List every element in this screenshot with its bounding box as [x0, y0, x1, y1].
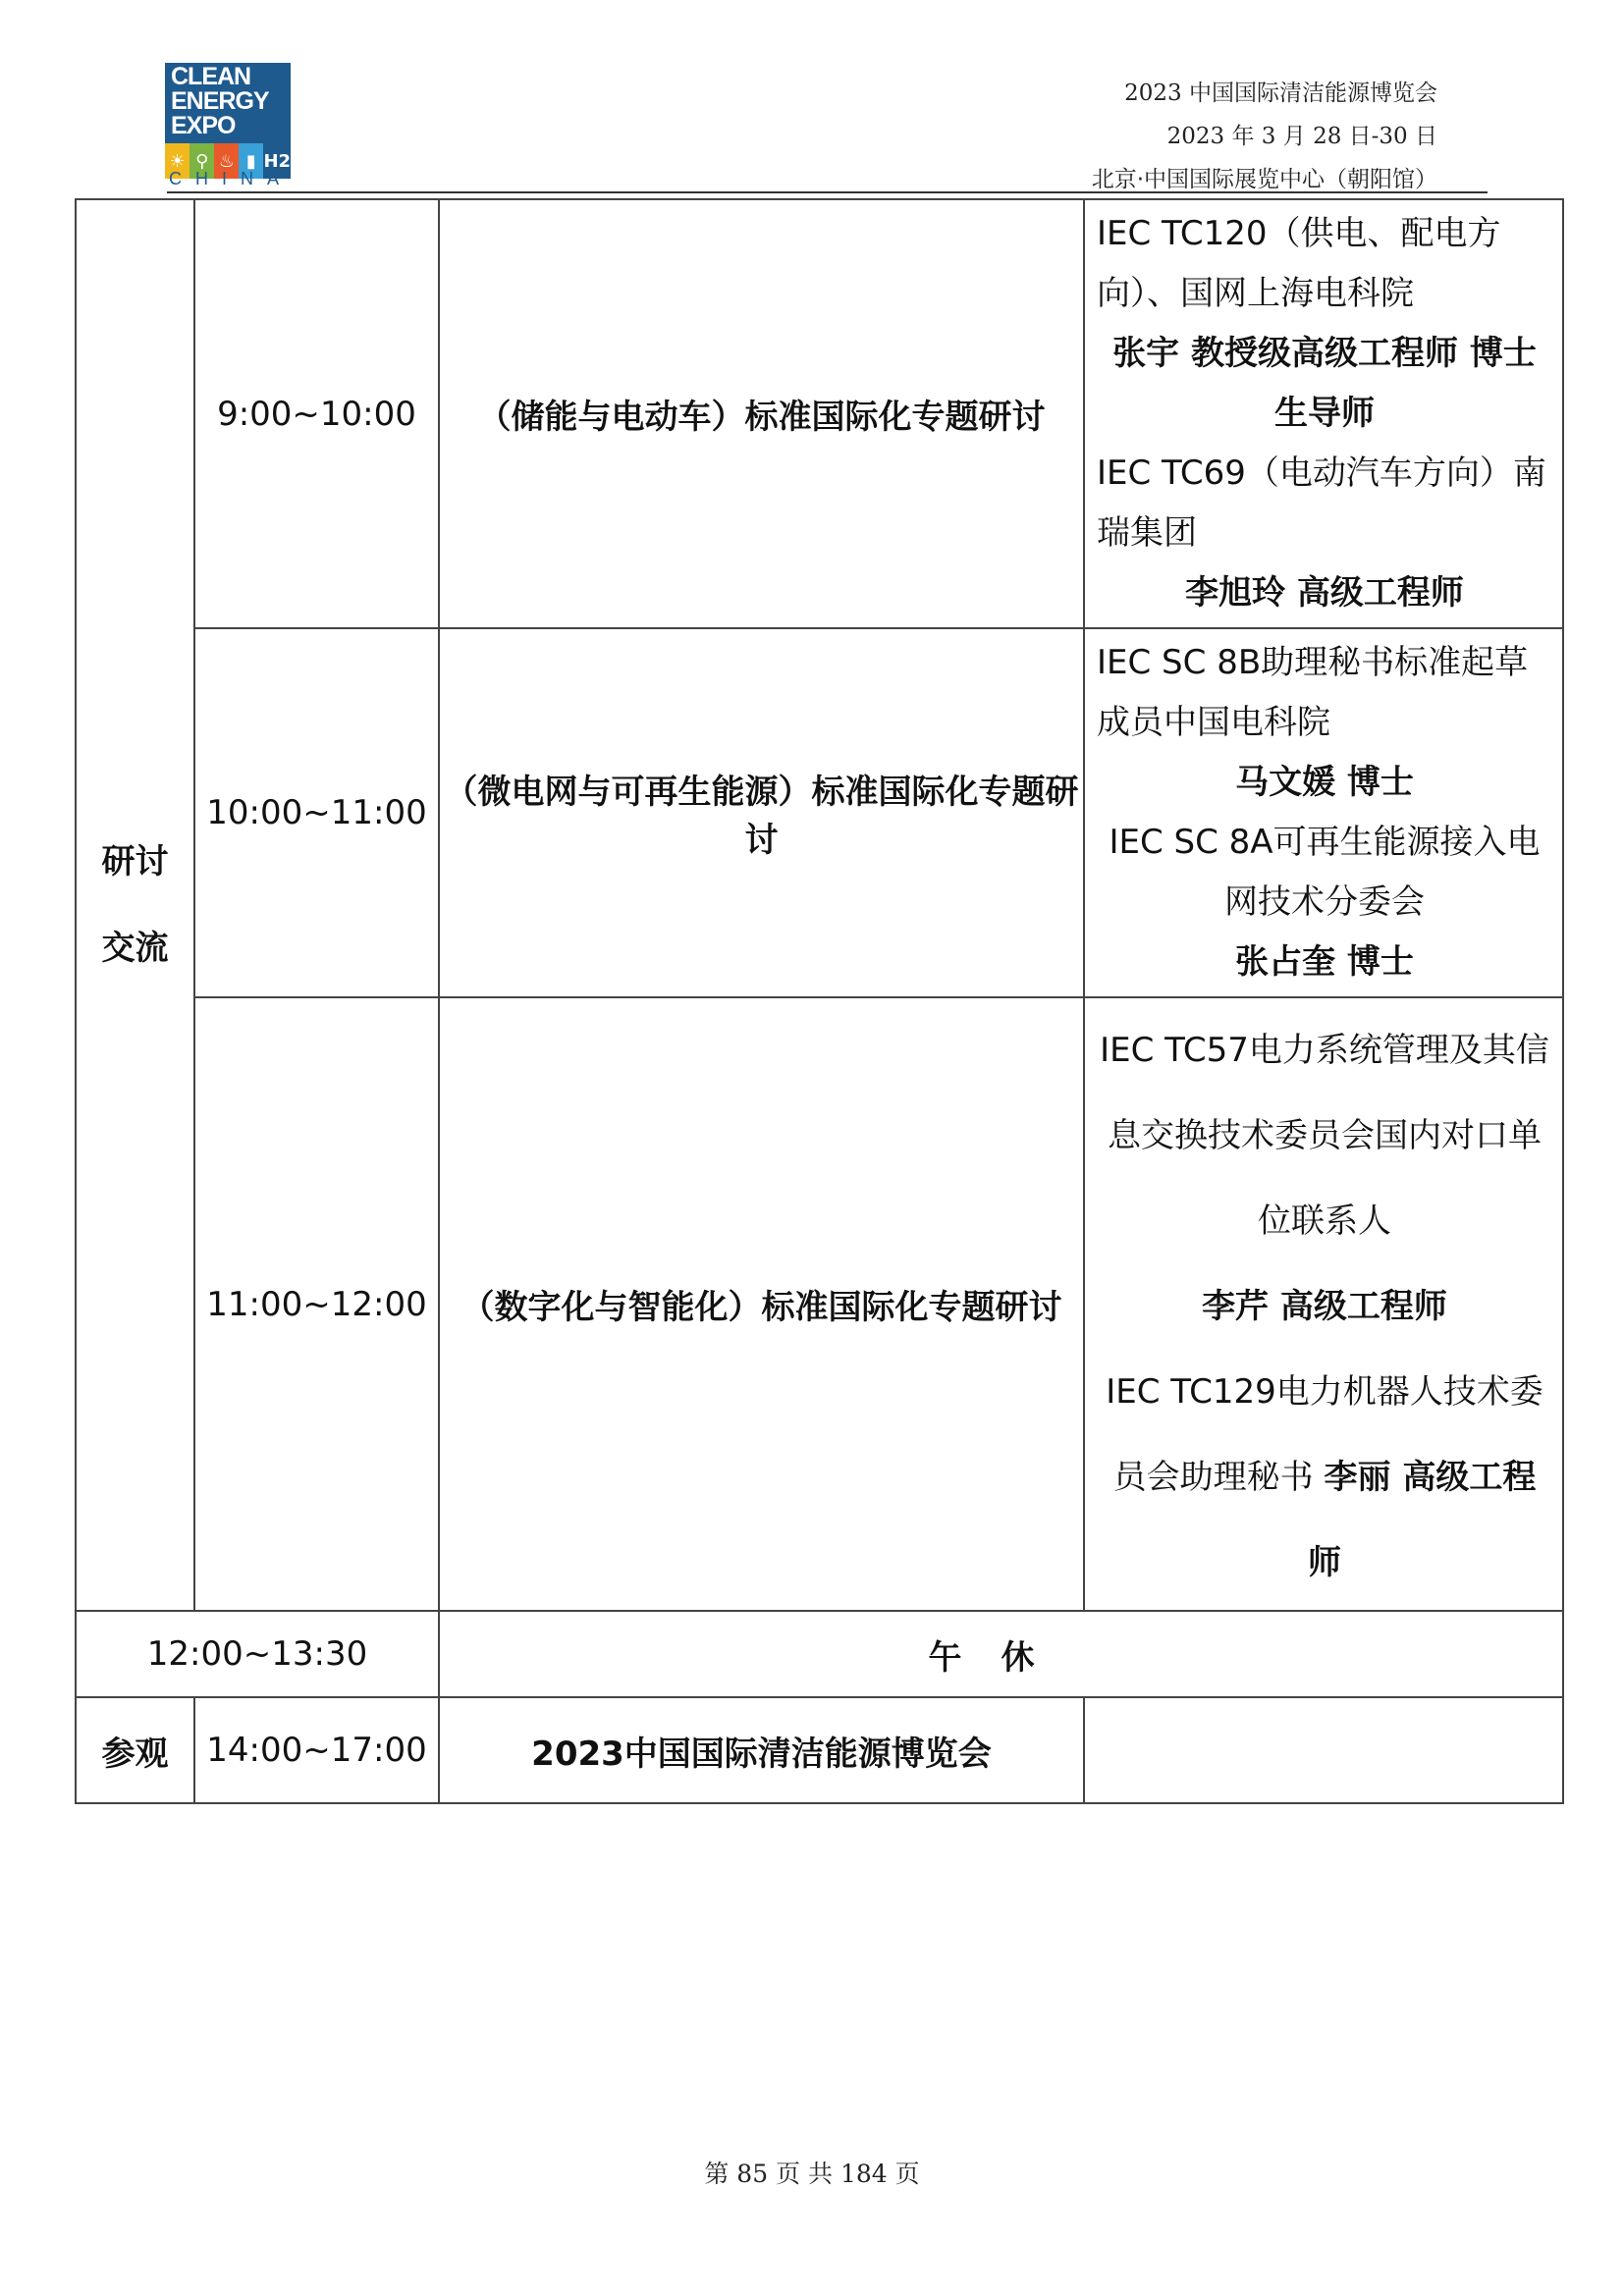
speaker-org: IEC TC120（供电、配电方向）、国网上海电科院	[1097, 214, 1501, 313]
table-row	[76, 997, 1563, 1611]
table-row	[76, 199, 1563, 628]
time-cell: 14:00~17:00	[194, 1697, 439, 1803]
expo-dates: 2023 年 3 月 28 日-30 日	[1166, 124, 1437, 149]
lunch-row	[76, 1611, 1563, 1697]
time-cell: 11:00~12:00	[194, 997, 439, 1611]
speaker-org: IEC TC57电力系统管理及其信息交换技术委员会国内对口单位联系人	[1100, 1031, 1549, 1241]
category-label: 研讨交流	[101, 842, 169, 968]
lunch-time: 12:00~13:30	[76, 1611, 439, 1697]
time-cell: 9:00~10:00	[194, 199, 439, 628]
sun-icon: ☀	[165, 143, 189, 179]
speaker-cell	[1084, 997, 1563, 1611]
topic-cell: （储能与电动车）标准国际化专题研讨	[439, 199, 1084, 628]
speaker-name: 马文媛 博士	[1235, 763, 1414, 802]
speaker-cell	[1084, 199, 1563, 628]
logo-icon-strip	[165, 143, 291, 179]
schedule-table	[75, 198, 1564, 1804]
topic-cell: （微电网与可再生能源）标准国际化专题研讨	[439, 628, 1084, 997]
expo-venue: 北京·中国国际展览中心（朝阳馆）	[1091, 167, 1437, 192]
category-cell-visit: 参观	[76, 1697, 194, 1803]
logo-line-3: EXPO	[171, 112, 236, 139]
logo-china: CHINA	[169, 169, 294, 188]
table-row	[76, 628, 1563, 997]
expo-name: 2023 中国国际清洁能源博览会	[1124, 80, 1437, 106]
speaker-org: IEC SC 8B助理秘书标准起草成员中国电科院	[1097, 643, 1529, 742]
speaker-cell	[1084, 1697, 1563, 1803]
speaker-org: IEC TC129电力机器人技术委员会助理秘书 李丽 高级工程师	[1106, 1372, 1543, 1582]
logo-box	[165, 63, 291, 143]
topic-cell: 2023中国国际清洁能源博览会	[439, 1697, 1084, 1803]
speaker-name: 张宇 教授级高级工程师 博士生导师	[1112, 334, 1537, 433]
speaker-cell	[1084, 628, 1563, 997]
lunch-label: 午休	[439, 1611, 1563, 1697]
speaker-name: 李芹 高级工程师	[1202, 1287, 1447, 1326]
battery-icon: ▮	[239, 143, 263, 179]
header-divider	[167, 191, 1488, 193]
speaker-name: 李旭玲 高级工程师	[1185, 573, 1464, 613]
visit-row	[76, 1697, 1563, 1803]
flame-icon: ♨	[214, 143, 239, 179]
category-cell-discussion	[76, 199, 194, 1611]
hydrogen-icon: H2	[263, 143, 291, 179]
speaker-org: IEC SC 8A可再生能源接入电网技术分委会	[1109, 823, 1541, 922]
logo-line-1: CLEAN	[171, 63, 251, 90]
expo-logo	[165, 63, 293, 188]
speaker-org: IEC TC69（电动汽车方向）南瑞集团	[1097, 454, 1546, 553]
speaker-name: 张占奎 博士	[1235, 942, 1414, 982]
topic-cell: （数字化与智能化）标准国际化专题研讨	[439, 997, 1084, 1611]
wind-turbine-icon: ⚲	[189, 143, 214, 179]
page-number: 第 85 页 共 184 页	[704, 2160, 920, 2188]
time-cell: 10:00~11:00	[194, 628, 439, 997]
logo-line-2: ENERGY	[171, 87, 269, 115]
